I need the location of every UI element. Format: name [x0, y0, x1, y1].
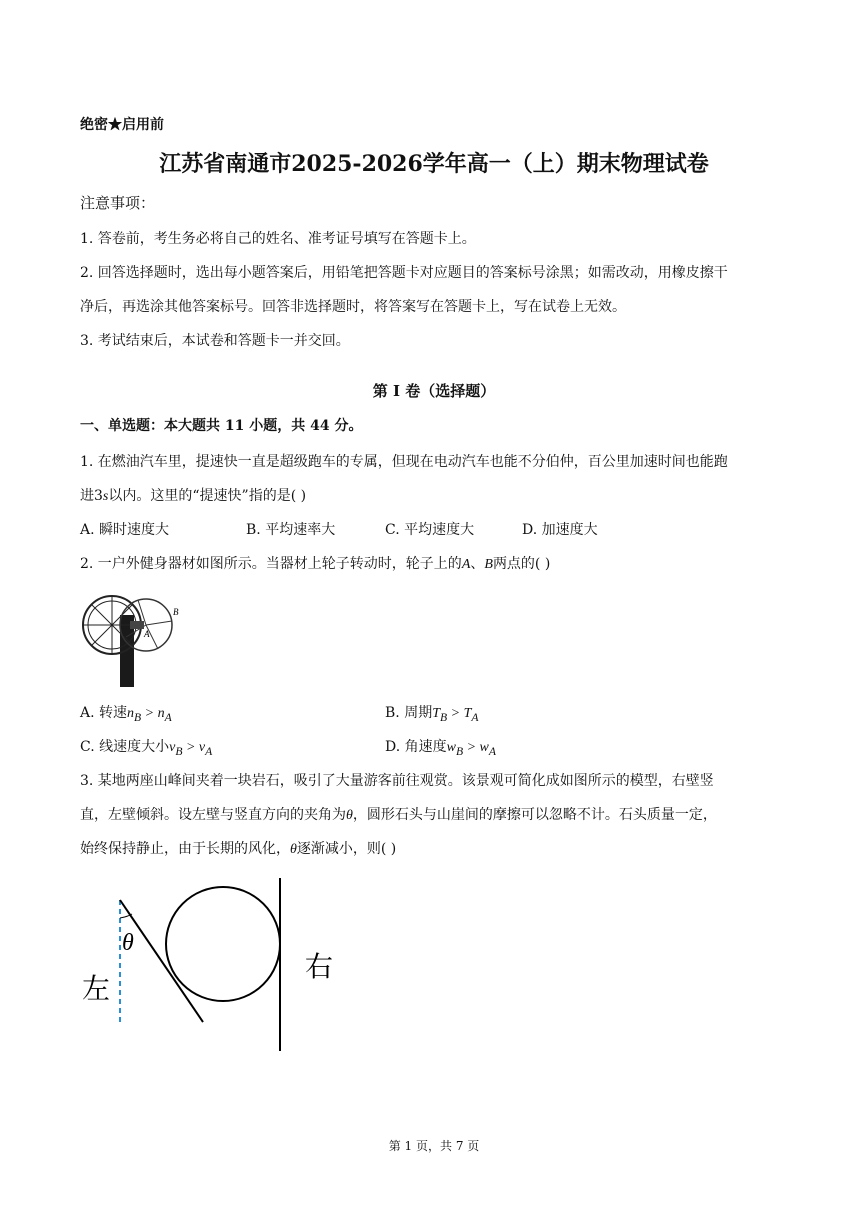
q3-line-2-end: ，圆形石头与山崖间的摩擦可以忽略不计。石头质量一定，: [352, 807, 717, 823]
section-heading: 一、单选题：本大题共 11 小题，共 44 分。: [80, 418, 363, 434]
notice-label: 注意事项：: [80, 194, 156, 212]
q3-line-3: [80, 838, 396, 858]
q3-line-1: 3. 某地两座山峰间夹着一块岩石，吸引了大量游客前往观赏。该景观可简化成如图所示的模型，右壁竖: [80, 773, 714, 789]
q1-unit: s: [102, 489, 109, 504]
notice-item-2-cont: 净后，再选涂其他答案标号。回答非选择题时，将答案写在答题卡上，写在试卷上无效。: [80, 299, 626, 315]
q2-option-b-text: B. 周期: [385, 705, 433, 721]
q2-option-b-sub1: B: [440, 710, 448, 724]
confidential-mark: 绝密★启用前: [80, 117, 164, 133]
q3-theta: θ: [346, 808, 353, 823]
q2-fitness-wheel-figure: [80, 585, 190, 690]
q2-option-d-sub2: A: [488, 744, 497, 758]
q1-line-1: 1. 在燃油汽车里，提速快一直是超级跑车的专属，但现在电动汽车也能不分伯仲，百公里加速时间也能跑: [80, 454, 728, 470]
q2-option-d-sub1: B: [455, 744, 464, 758]
q2-option-c-var: v: [169, 740, 176, 755]
q3-rock-model-figure: [70, 870, 370, 1060]
q2-option-b: [385, 702, 478, 724]
q1-line-2: [80, 485, 306, 505]
q1-option-c: C. 平均速度大: [385, 522, 475, 538]
q2-option-d: [385, 736, 496, 758]
q2-stem-end: 两点的( ): [492, 556, 551, 572]
q3-line-2: [80, 804, 717, 824]
q2-option-b-sub2: A: [471, 710, 479, 724]
q2-option-d-text: D. 角速度: [385, 739, 447, 755]
section-title: 第 I 卷（选择题）: [372, 382, 496, 400]
q2-point-b: B: [484, 557, 493, 572]
q2-option-c-text: C. 线速度大小: [80, 739, 170, 755]
q3-line-3-end: 逐渐减小，则( ): [296, 841, 397, 857]
q2-option-d-rel: > w: [463, 740, 489, 755]
q2-option-d-var: w: [446, 740, 456, 755]
q1-option-d: D. 加速度大: [522, 522, 598, 538]
fig-label-b: B: [173, 607, 179, 617]
q2-option-c-rel: > v: [182, 740, 206, 755]
fig-left-label: 左: [82, 972, 111, 1005]
exam-title: 江苏省南通市2025-2026学年高一（上）期末物理试卷: [159, 151, 709, 177]
q2-point-a: A: [461, 557, 471, 572]
left-wall-line: [120, 900, 203, 1022]
q2-option-b-rel: > T: [447, 706, 472, 721]
notice-item-2: 2. 回答选择题时，选出每小题答案后，用铅笔把答题卡对应题目的答案标号涂黑；如需改动，用橡皮擦干: [80, 265, 728, 281]
fig-label-a: A: [144, 629, 150, 639]
notice-item-1: 1. 答卷前，考生务必将自己的姓名、准考证号填写在答题卡上。: [80, 231, 476, 247]
q3-line-3-start: 始终保持静止，由于长期的风化，: [80, 841, 290, 857]
q2-option-c-sub1: B: [175, 744, 183, 758]
q2-option-a-sub2: A: [164, 710, 172, 724]
q2-option-b-var: T: [432, 706, 440, 721]
round-rock: [166, 887, 280, 1001]
q2-option-a-text: A. 转速: [80, 705, 128, 721]
fig-right-label: 右: [305, 950, 334, 983]
q2-option-a-var: n: [127, 706, 135, 721]
q2-option-a-rel: > n: [141, 706, 165, 721]
q2-sep: 、: [470, 556, 485, 572]
q1-line-2-end: 以内。这里的“提速快”指的是( ): [108, 488, 307, 504]
q1-option-a: A. 瞬时速度大: [80, 522, 170, 538]
q2-option-c-sub2: A: [205, 744, 213, 758]
q2-option-c: [80, 736, 212, 758]
q2-stem-start: 2. 一户外健身器材如图所示。当器材上轮子转动时，轮子上的: [80, 556, 462, 572]
wheel-hub: [130, 621, 144, 629]
q2-option-a: [80, 702, 172, 724]
q3-line-2-start: 直，左壁倾斜。设左壁与竖直方向的夹角为: [80, 807, 346, 823]
q3-theta-2: θ: [290, 842, 297, 857]
q2-option-a-sub1: B: [134, 710, 142, 724]
page-footer: 第 1 页，共 7 页: [388, 1139, 480, 1153]
q1-option-b: B. 平均速率大: [246, 522, 336, 538]
notice-item-3: 3. 考试结束后，本试卷和答题卡一并交回。: [80, 333, 350, 349]
fig-theta-label: θ: [122, 930, 134, 956]
q1-line-2-start: 进3: [80, 488, 103, 504]
q2-stem: [80, 553, 550, 573]
